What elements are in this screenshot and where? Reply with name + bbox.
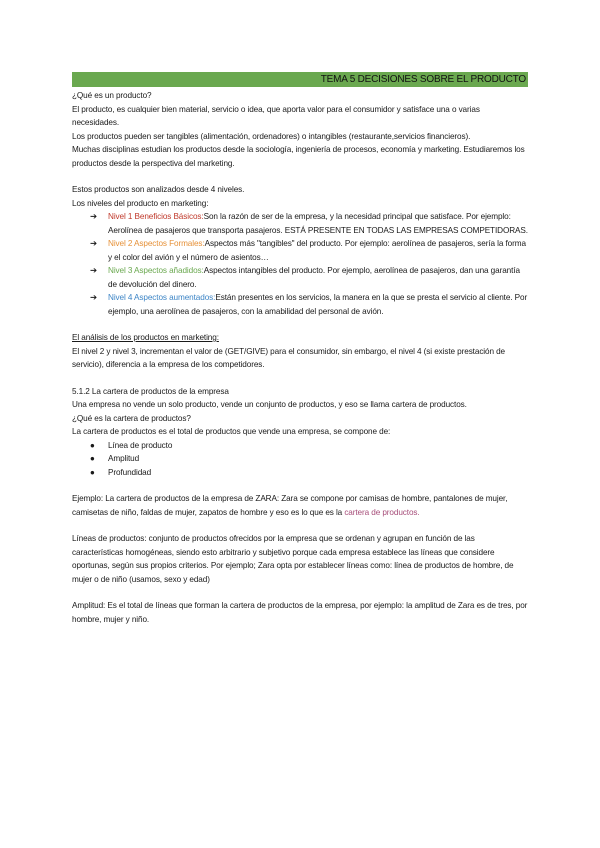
amplitud-paragraph: Amplitud: Es el total de líneas que forman la cartera de productos de la empresa, por ejemplo: la amplitud de Zara es de tres, por hombre, mujer y niño. [72,601,528,624]
cartera-bullet-list [72,439,528,480]
level-text: Están presentes en los servicios, la manera en la que se presta el servicio al cliente. Por ejemplo, una aerolínea de pasajeros, con la amabilidad del personal de avión. [108,293,528,316]
cartera-question: ¿Qué es la cartera de productos? [72,413,191,423]
cartera-heading: 5.1.2 La cartera de productos de la empresa [72,386,229,396]
bullet-text: Línea de producto [108,440,173,450]
document-page [72,72,528,626]
level-text: Aspectos intangibles del producto. Por ejemplo, aerolínea de pasajeros, dan una garantía de devolución del dinero. [108,266,520,289]
levels-subheading: Los niveles del producto en marketing: [72,198,209,208]
levels-heading: Estos productos son analizados desde 4 niveles. [72,185,245,194]
example-paragraph [72,492,528,519]
level-item-1 [72,210,528,237]
level-label: Nivel 4 Aspectos aumentados: [108,293,216,302]
level-label: Nivel 2 Aspectos Formales: [108,239,205,248]
bullet-item [72,466,528,480]
title-bar [72,72,528,87]
level-text: Aspectos más "tangibles" del producto. Por ejemplo: aerolínea de pasajeros, sería la forma y el color del avión y el número de asientos… [108,239,526,262]
arrow-right-icon: ➔ [90,238,98,248]
bullet-item [72,439,528,453]
level-text: Son la razón de ser de la empresa, y la necesidad principal que satisface. Por ejemplo: Aerolínea de pasajeros que transporta pasajeros. ESTÁ PRESENTE EN TODAS LAS EMPRESAS COMPETIDORAS. [108,212,528,235]
level-item-3 [72,264,528,291]
cartera-paragraph-2: La cartera de productos es el total de productos que vende una empresa, se compone de: [72,427,391,436]
cartera-paragraph-1: Una empresa no vende un solo producto, vende un conjunto de productos, y eso se llama cartera de productos. [72,400,467,409]
lineas-paragraph: Líneas de productos: conjunto de productos ofrecidos por la empresa que se ordenan y agrupan en función de las características homogéneas, siendo esto arbitrario y subjetivo porque cada empresa establece las líneas que considere oportunas, según sus propios criterios. Por ejemplo; Zara opta por establecer líneas como: línea de productos de hombre, de mujer o de niño (usamos, sexo y edad) [72,534,514,584]
level-item-4 [72,291,528,318]
level-label: Nivel 1 Beneficios Básicos: [108,212,204,221]
intro-paragraph-2: Los productos pueden ser tangibles (alimentación, ordenadores) o intangibles (restaurante,servicios financieros). [72,131,471,141]
arrow-right-icon: ➔ [90,292,98,302]
example-text: Ejemplo: La cartera de productos de la empresa de ZARA: Zara se compone por camisas de hombre, pantalones de mujer, camisetas de niño, faldas de mujer, zapatos de hombre y eso es lo que es la [72,494,508,517]
bullet-dot-icon: ● [90,467,95,477]
intro-paragraph-3: Muchas disciplinas estudian los productos desde la sociología, ingeniería de procesos, economía y marketing. Estudiaremos los productos desde la perspectiva del marketing. [72,145,525,168]
analysis-heading: El análisis de los productos en marketing: [72,333,219,342]
intro-paragraph-1: El producto, es cualquier bien material, servicio o idea, que aporta valor para el consumidor y satisface una o varias necesidades. [72,104,480,127]
analysis-text: El nivel 2 y nivel 3, incrementan el valor de (GET/GIVE) para el consumidor, sin embargo, el nivel 4 (si existe prestación de servicio), diferencia a la empresa de los competidores. [72,346,506,369]
document-title: TEMA 5 DECISIONES SOBRE EL PRODUCTO [320,74,526,85]
bullet-dot-icon: ● [90,454,95,463]
arrow-right-icon: ➔ [90,211,98,221]
bullet-text: Profundidad [108,467,152,477]
intro-question: ¿Qué es un producto? [72,91,152,100]
bullet-item [72,452,528,466]
arrow-right-icon: ➔ [90,265,98,275]
levels-list [72,210,528,318]
bullet-dot-icon: ● [90,440,95,450]
bullet-text: Amplitud [108,454,140,463]
example-highlight: cartera de productos. [344,507,420,517]
level-item-2 [72,237,528,264]
level-label: Nivel 3 Aspectos añadidos: [108,266,204,275]
